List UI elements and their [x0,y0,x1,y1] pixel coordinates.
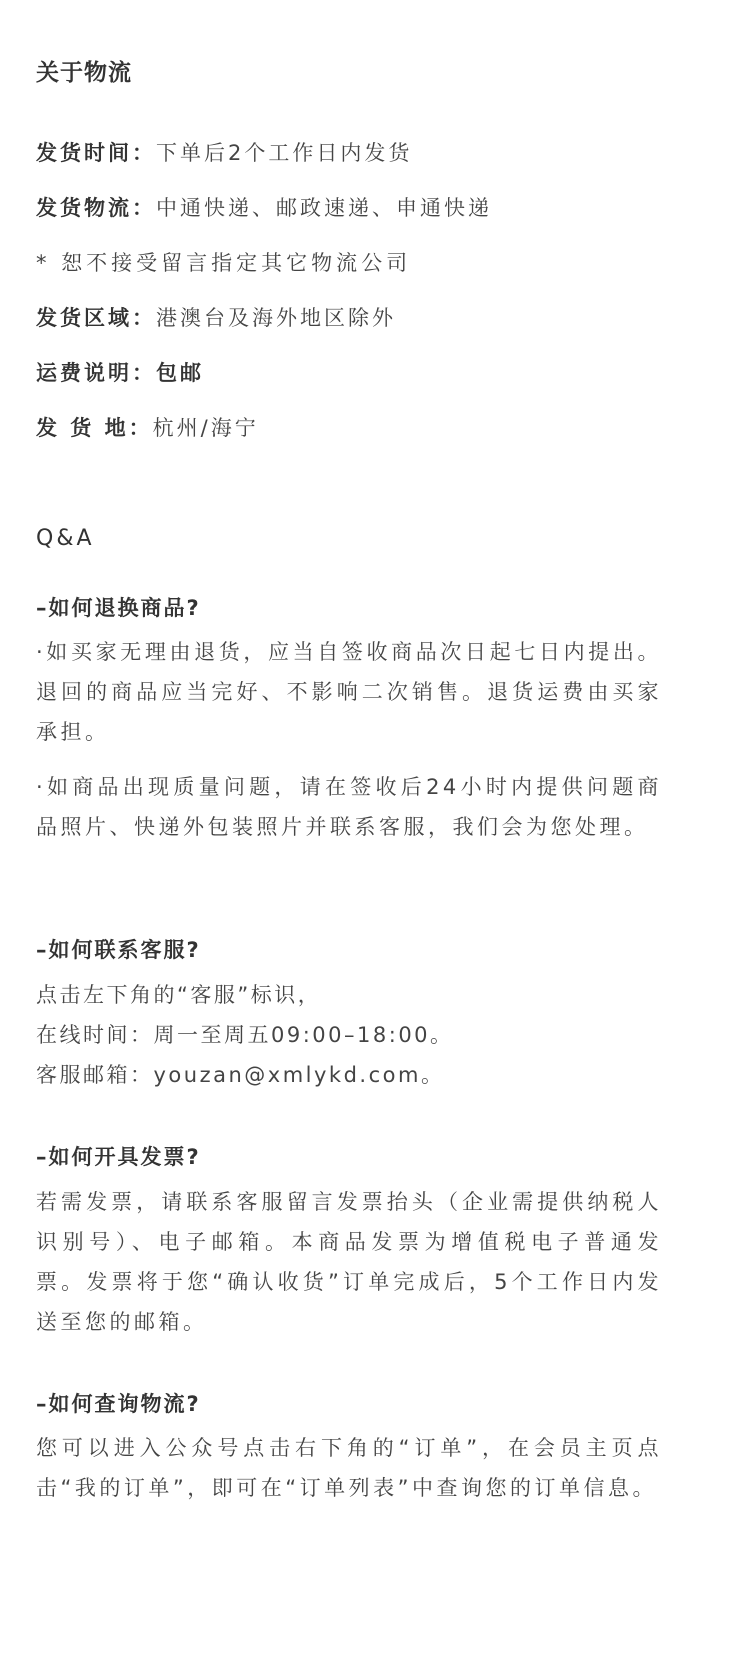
origin-label: 发 货 地： [36,416,153,440]
ship-time-label: 发货时间： [36,141,156,165]
contact-line-2: 在线时间：周一至周五09:00–18:00。 [36,1023,454,1047]
origin-row [36,412,259,442]
return-answer-2: ·如商品出现质量问题，请在签收后24小时内提供问题商品照片、快递外包装照片并联系客服，我们会为您处理。 [36,775,662,839]
freight-value: 包邮 [156,361,204,385]
freight-row [36,357,204,387]
ship-region-label: 发货区域： [36,306,156,330]
contact-question: –如何联系客服? [36,938,201,962]
origin-value: 杭州/海宁 [152,416,259,440]
return-question: –如何退换商品? [36,596,201,620]
ship-carrier-label: 发货物流： [36,196,156,220]
ship-region-value: 港澳台及海外地区除外 [156,306,396,330]
ship-time-row [36,137,412,167]
ship-carrier-row [36,192,492,222]
return-answer-1: ·如买家无理由退货，应当自签收商品次日起七日内提出。退回的商品应当完好、不影响二次销售。退货运费由买家承担。 [36,640,662,744]
tracking-answer: 您可以进入公众号点击右下角的“订单”，在会员主页点击“我的订单”，即可在“订单列表”中查询您的订单信息。 [36,1436,662,1500]
carrier-note: * 恕不接受留言指定其它物流公司 [36,251,412,275]
freight-label: 运费说明： [36,361,156,385]
contact-line-3: 客服邮箱：youzan@xmlykd.com。 [36,1063,445,1087]
contact-line-1: 点击左下角的“客服”标识， [36,983,322,1007]
logistics-title: 关于物流 [36,60,132,86]
invoice-question: –如何开具发票? [36,1145,201,1169]
ship-time-value: 下单后2个工作日内发货 [156,141,413,165]
ship-region-row [36,302,396,332]
ship-carrier-value: 中通快递、邮政速递、申通快递 [156,196,492,220]
invoice-answer: 若需发票，请联系客服留言发票抬头（企业需提供纳税人识别号）、电子邮箱。本商品发票为增值税电子普通发票。发票将于您“确认收货”订单完成后，5个工作日内发送至您的邮箱。 [36,1190,662,1334]
tracking-question: –如何查询物流? [36,1392,201,1416]
qa-title: Q&A [36,526,95,551]
